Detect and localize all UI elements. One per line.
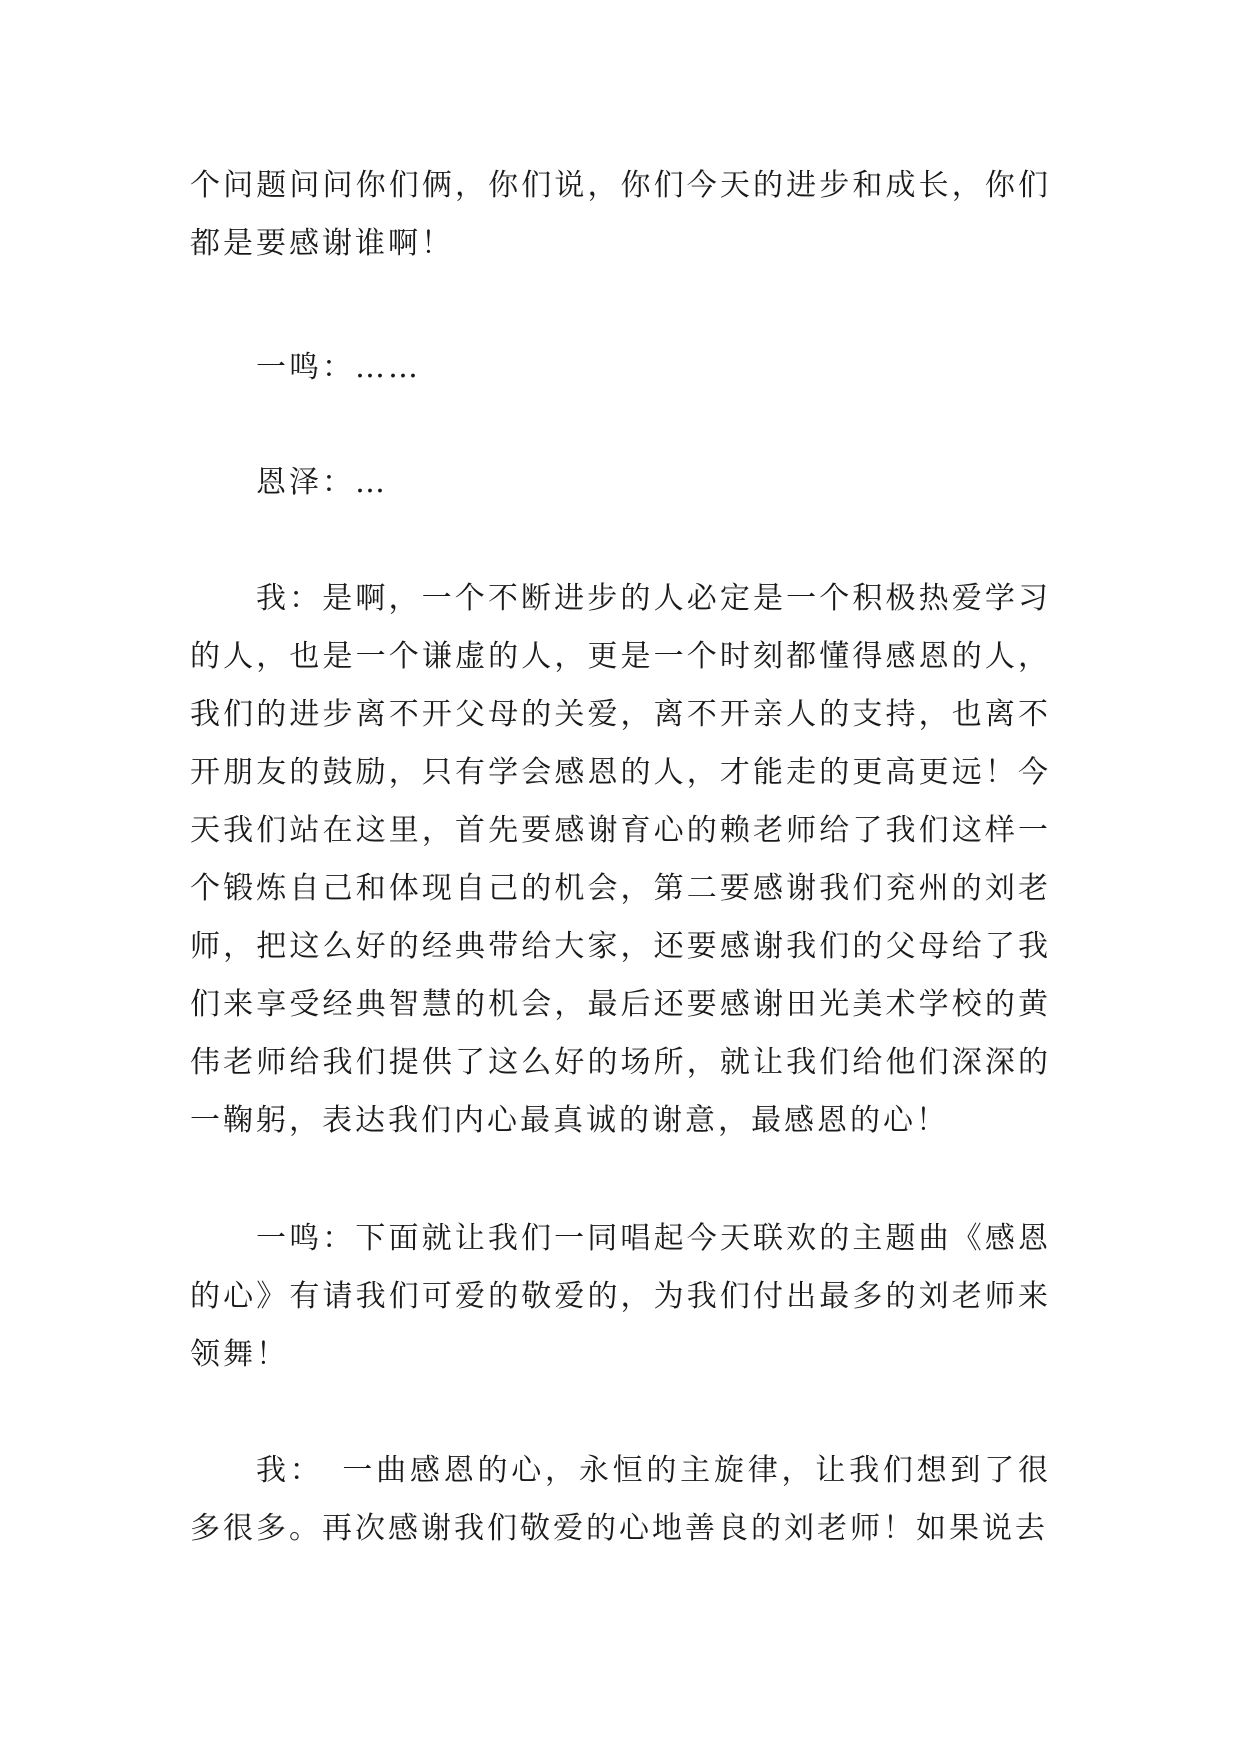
paragraph-continued: 个问题问问你们俩，你们说，你们今天的进步和成长，你们都是要感谢谁啊！ (190, 168, 1051, 261)
paragraph-song-intro: 一鸣：下面就让我们一同唱起今天联欢的主题曲《感恩的心》有请我们可爱的敬爱的，为我们付出最多的刘老师来领舞！ (190, 1221, 1051, 1372)
paragraph-yiming-reply: 一鸣：…… (256, 350, 421, 385)
paragraph-enze-reply: 恩泽：… (256, 465, 388, 500)
paragraph-closing: 我： 一曲感恩的心，永恒的主旋律，让我们想到了很多很多。再次感谢我们敬爱的心地善良的刘老师！如果说去 (190, 1453, 1051, 1546)
paragraph-gratitude-speech: 我：是啊，一个不断进步的人必定是一个积极热爱学习的人，也是一个谦虚的人，更是一个时刻都懂得感恩的人，我们的进步离不开父母的关爱，离不开亲人的支持，也离不开朋友的鼓励，只有学会感恩的人，才能走的更高更远！今天我们站在这里，首先要感谢育心的赖老师给了我们这样一个锻炼自己和体现自己的机会，第二要感谢我们兖州的刘老师，把这么好的经典带给大家，还要感谢我们的父母给了我们来享受经典智慧的机会，最后还要感谢田光美术学校的黄伟老师给我们提供了这么好的场所，就让我们给他们深深的一鞠躬，表达我们内心最真诚的谢意，最感恩的心！ (190, 581, 1051, 1138)
